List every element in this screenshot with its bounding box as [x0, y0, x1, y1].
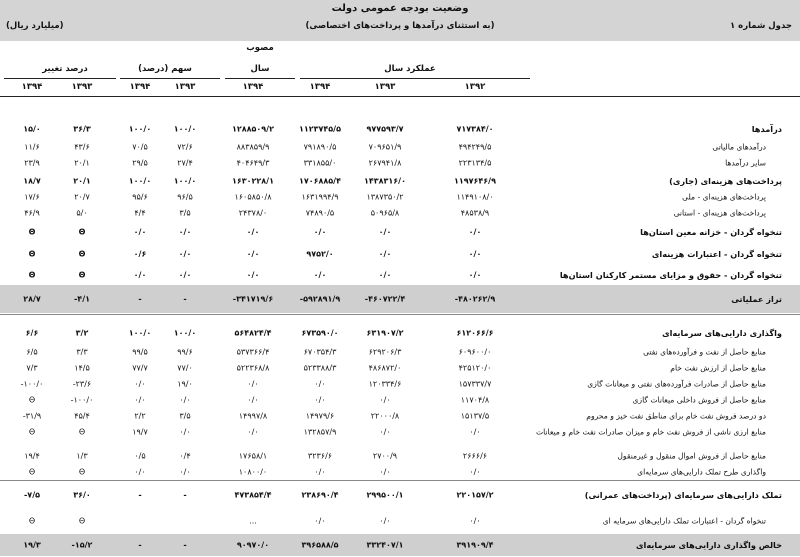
year-header: ۱۳۹۳ — [174, 82, 196, 92]
table-cell: ۱۶۳۱۹۹۴/۹ — [301, 192, 339, 202]
table-cell: ۷۴۸۹۰/۵ — [305, 208, 335, 218]
table-cell: ۳/۲ — [75, 328, 89, 338]
table-cell: ۳۶/۰ — [73, 490, 91, 500]
table-row — [0, 171, 800, 191]
table-cell: - — [138, 540, 142, 550]
table-cell: ۶۰۹۶۰۰/۰ — [458, 347, 492, 357]
header-share: سهم (درصد) — [138, 64, 192, 74]
row-label: درآمدهای مالیاتی — [712, 142, 766, 152]
table-cell: ۱۱۷۰۴/۸ — [460, 395, 490, 405]
table-cell: ۷۱۷۳۸۴/۰ — [456, 124, 494, 134]
table-row — [0, 424, 800, 440]
table-cell: - — [138, 490, 142, 500]
table-row — [0, 344, 800, 360]
row-label: تملک دارایی‌های سرمایه‌ای (پرداخت‌های عمرانی) — [584, 490, 782, 500]
table-cell: ۳۶/۳ — [73, 124, 91, 134]
row-label: پرداخت‌های هزینه‌ای (جاری) — [669, 176, 782, 186]
table-cell: ۱۹/۳ — [23, 540, 41, 550]
table-cell: ۰/۰ — [179, 467, 191, 477]
table-cell: ۰/۰ — [378, 227, 392, 237]
table-cell: ۲۲۳۱۳۴/۵ — [458, 158, 492, 168]
table-row — [0, 222, 800, 242]
row-label: منابع حاصل از فروش اموال منقول و غیرمنقول — [617, 451, 766, 461]
row-label: پرداخت‌های هزینه‌ای - استانی — [673, 208, 766, 218]
year-header: ۱۳۹۳ — [374, 82, 396, 92]
table-cell: ۴۵/۴ — [74, 411, 90, 421]
table-cell: Θ — [28, 467, 36, 477]
table-cell: ۰/۰ — [179, 395, 191, 405]
table-cell: ۲۶۶۶/۶ — [462, 451, 488, 461]
table-cell: ۰/۰ — [179, 427, 191, 437]
table-row — [0, 323, 800, 343]
table-cell: ۰/۰ — [247, 379, 259, 389]
table-cell: ۱۱۲۳۷۴۵/۵ — [299, 124, 341, 134]
table-cell: ۱۰۰/۰ — [128, 124, 152, 134]
table-cell: ۱۴۳۸۳۱۶/۰ — [364, 176, 406, 186]
table-cell: ۱۰۰/۰ — [173, 124, 197, 134]
table-cell: Θ — [28, 427, 36, 437]
table-cell: ۰/۰ — [247, 427, 259, 437]
table-cell: ۱۲۸۸۵۰۹/۲ — [232, 124, 274, 134]
table-row — [0, 139, 800, 155]
table-cell: ۱۰۰/۰ — [128, 328, 152, 338]
table-cell: ۰/۰ — [469, 427, 481, 437]
table-cell: ۱۰۰/۰ — [173, 328, 197, 338]
table-cell: ۱۰۰/۰ — [173, 176, 197, 186]
table-cell: ۲۶۷۹۴۱/۸ — [368, 158, 402, 168]
table-cell: ۰/۶ — [133, 249, 147, 259]
table-cell: ۴/۴ — [134, 208, 146, 218]
table-cell: ۴۸۶۸۷۲/۰ — [368, 363, 402, 373]
table-row — [0, 244, 800, 264]
table-cell: ۷۷/۷ — [132, 363, 148, 373]
table-cell: ۳۳۱۸۵۵/۰ — [303, 158, 337, 168]
title-band — [0, 0, 800, 41]
table-cell: ۱۹/۴ — [24, 451, 40, 461]
table-cell: -۳۴۱۷۱۹/۶ — [232, 294, 274, 304]
header-performance-rule — [300, 78, 530, 79]
table-cell: Θ — [28, 249, 36, 259]
table-row — [0, 189, 800, 205]
table-row — [0, 484, 800, 506]
table-cell: ۶۳۱۹۰۷/۲ — [366, 328, 404, 338]
table-cell: ۰/۰ — [134, 379, 146, 389]
table-cell: ۱۷/۶ — [24, 192, 40, 202]
table-number: جدول شماره ۱ — [730, 21, 792, 31]
table-cell: ۴۳/۶ — [74, 142, 90, 152]
section-divider — [0, 314, 800, 315]
table-cell: ۲۳/۹ — [24, 158, 40, 168]
table-cell: ۲۲۰۱۵۷/۲ — [456, 490, 494, 500]
table-cell: ۰/۰ — [469, 467, 481, 477]
table-row — [0, 512, 800, 530]
table-cell: ۹۷۷۵۹۳/۷ — [366, 124, 404, 134]
table-cell: - — [183, 540, 187, 550]
table-row — [0, 448, 800, 464]
table-cell: ۰/۰ — [314, 379, 326, 389]
table-row — [0, 285, 800, 313]
table-cell: ۳/۵ — [179, 411, 191, 421]
table-cell: -۳۱/۹ — [22, 411, 42, 421]
table-cell: ۲۳۸۶۹۰/۴ — [301, 490, 339, 500]
table-cell: ۱۵۱۳۷/۵ — [460, 411, 490, 421]
table-cell: - — [138, 294, 142, 304]
year-header: ۱۳۹۳ — [71, 82, 93, 92]
table-cell: ۱۳۸۷۳۵۰/۲ — [366, 192, 404, 202]
row-label: درآمدها — [751, 124, 782, 134]
row-label: تنخواه گردان - اعتبارات تملک دارایی‌های سرمایه ای — [602, 516, 766, 526]
table-cell: ۵۳۷۳۶۶/۴ — [236, 347, 270, 357]
table-cell: ۰/۰ — [468, 227, 482, 237]
table-cell: ۰/۰ — [247, 395, 259, 405]
row-label: سایر درآمدها — [725, 158, 766, 168]
table-cell: ۱۴۹۹۷/۸ — [238, 411, 268, 421]
table-cell: ۰/۰ — [178, 227, 192, 237]
table-cell: ۷۰/۵ — [132, 142, 148, 152]
table-cell: ۰/۰ — [133, 227, 147, 237]
table-cell: ۷۹۱۸۹۰/۵ — [303, 142, 337, 152]
row-label: منابع حاصل از ارزش نفت خام — [670, 363, 766, 373]
table-cell: ۷۷/۰ — [177, 363, 193, 373]
table-cell: ۲۰/۱ — [74, 158, 90, 168]
table-cell: ۰/۰ — [379, 516, 391, 526]
row-label: پرداخت‌های هزینه‌ای - ملی — [682, 192, 766, 202]
header-approved-rule — [225, 78, 295, 79]
header-share-rule — [120, 78, 220, 79]
table-cell: ۱۹/۷ — [132, 427, 148, 437]
table-row — [0, 376, 800, 392]
row-label: تنخواه گردان - اعتبارات هزینه‌ای — [651, 249, 782, 259]
row-label: تنخواه گردان - حقوق و مزایای مستمر کارکنان استان‌ها — [559, 270, 782, 280]
table-cell: ۵/۰ — [76, 208, 88, 218]
table-cell: ۱۰۸۰۰/۰ — [238, 467, 268, 477]
table-cell: ۹۰۹۷۰/۰ — [236, 540, 270, 550]
table-cell: ۴۰۴۶۴۹/۳ — [236, 158, 270, 168]
table-cell: ۲۷۰۰/۹ — [372, 451, 398, 461]
row-label: منابع ارزی ناشی از فروش نفت خام و میزان صادرات نفت خام و میعانات — [535, 427, 766, 437]
table-cell: ۰/۰ — [313, 227, 327, 237]
unit-label: (میلیارد ریال) — [6, 21, 64, 31]
header-performance: عملکرد سال — [384, 64, 436, 74]
table-cell: ۹۹/۵ — [132, 347, 148, 357]
section-divider — [0, 480, 800, 481]
table-row — [0, 360, 800, 376]
table-cell: ۶/۵ — [26, 347, 38, 357]
table-cell: ۱۳۲۸۵۷/۹ — [303, 427, 337, 437]
table-cell: ۷/۳ — [26, 363, 38, 373]
table-cell: - — [183, 490, 187, 500]
table-row — [0, 205, 800, 221]
table-cell: ۱۶۳۰۲۲۸/۱ — [232, 176, 274, 186]
table-cell: ۳/۵ — [179, 208, 191, 218]
page-title: وضعیت بودجه عمومی دولت — [331, 3, 469, 14]
table-cell: ۴۹۴۲۴۹/۵ — [458, 142, 492, 152]
table-row — [0, 120, 800, 138]
table-cell: ۶۷۳۵۹۰/۰ — [301, 328, 339, 338]
table-cell: ۱۲۰۳۳۴/۶ — [368, 379, 402, 389]
table-cell: ۰/۰ — [246, 270, 260, 280]
table-cell: ۷۰۹۶۵۱/۹ — [368, 142, 402, 152]
table-cell: ۰/۰ — [314, 467, 326, 477]
table-cell: ۴۶/۹ — [24, 208, 40, 218]
table-cell: Θ — [28, 516, 36, 526]
row-label: واگذاری طرح تملک دارایی‌های سرمایه‌ای — [637, 467, 766, 477]
table-cell: -۴۸۰۲۶۲/۹ — [454, 294, 496, 304]
table-row — [0, 392, 800, 408]
table-cell: ۱۴/۵ — [74, 363, 90, 373]
row-label: تراز عملیاتی — [731, 294, 782, 304]
table-cell: ۲۸/۷ — [23, 294, 41, 304]
table-cell: ۰/۰ — [469, 516, 481, 526]
year-header: ۱۳۹۴ — [21, 82, 43, 92]
table-row — [0, 534, 800, 556]
table-cell: - — [183, 294, 187, 304]
table-cell: ۶۱۲۰۶۶/۶ — [456, 328, 494, 338]
table-cell: ۱۷۶۵۸/۱ — [238, 451, 268, 461]
year-header: ۱۳۹۴ — [309, 82, 331, 92]
header-change: درصد تغییر — [42, 64, 88, 74]
table-cell: ۲۰/۱ — [73, 176, 91, 186]
table-cell: ۳۹۱۹۰۹/۴ — [456, 540, 494, 550]
table-cell: Θ — [78, 467, 86, 477]
table-row — [0, 155, 800, 171]
table-cell: ۶/۶ — [25, 328, 39, 338]
row-label: منابع حاصل از صادرات فرآورده‌های نفتی و میعانات گازی — [587, 379, 766, 389]
table-row — [0, 464, 800, 480]
table-cell: ۰/۰ — [379, 427, 391, 437]
table-cell: ۰/۰ — [246, 249, 260, 259]
row-label: منابع حاصل از فروش داخلی میعانات گازی — [632, 395, 766, 405]
table-cell: -۴/۱ — [73, 294, 90, 304]
table-cell: ۱۱/۶ — [24, 142, 40, 152]
year-header: ۱۳۹۴ — [129, 82, 151, 92]
table-cell: -۴۶۰۷۲۲/۴ — [364, 294, 406, 304]
row-label: تنخواه گردان - خزانه معین استان‌ها — [640, 227, 782, 237]
table-cell: ۱۰۰/۰ — [128, 176, 152, 186]
row-label: واگذاری دارایی‌های سرمایه‌ای — [662, 328, 782, 338]
table-cell: ۳/۳ — [76, 347, 88, 357]
table-cell: ۰/۰ — [314, 516, 326, 526]
table-row — [0, 265, 800, 285]
table-cell: ۹۹/۶ — [177, 347, 193, 357]
table-cell: ۰/۵ — [134, 451, 146, 461]
table-cell: ۱۶۰۵۸۵۰/۸ — [234, 192, 272, 202]
table-cell: ۰/۰ — [379, 467, 391, 477]
table-cell: ۱۹/۰ — [177, 379, 193, 389]
table-cell: -۲۳/۶ — [72, 379, 92, 389]
table-cell: Θ — [78, 227, 86, 237]
table-cell: ۶۷۰۳۵۴/۳ — [303, 347, 337, 357]
table-cell: ۰/۴ — [179, 451, 191, 461]
table-cell: ۳۳۲۴۰۷/۱ — [366, 540, 404, 550]
table-cell: ۰/۰ — [134, 467, 146, 477]
table-cell: ۰/۰ — [178, 249, 192, 259]
table-cell: ۰/۰ — [178, 270, 192, 280]
table-cell: ۱۷۰۶۸۸۵/۴ — [299, 176, 341, 186]
table-cell: ۳۲۳۶/۶ — [307, 451, 333, 461]
table-cell: ۰/۰ — [246, 227, 260, 237]
table-cell: ۱۱۴۹۱۰۸/۰ — [456, 192, 494, 202]
table-cell: Θ — [28, 395, 36, 405]
table-cell: ۲۷/۴ — [177, 158, 193, 168]
table-cell: ۷۲/۶ — [177, 142, 193, 152]
table-cell: ۲۹/۵ — [132, 158, 148, 168]
table-cell: ۲۹۹۵۰۰/۱ — [366, 490, 404, 500]
table-cell: -۷/۵ — [23, 490, 40, 500]
table-row — [0, 408, 800, 424]
row-label: دو درصد فروش نفت خام برای مناطق نفت خیز و محروم — [586, 411, 766, 421]
table-cell: ۰/۰ — [379, 395, 391, 405]
table-cell: ۲/۲ — [134, 411, 146, 421]
table-cell: ۹۶/۵ — [177, 192, 193, 202]
table-cell: ۵۲۲۳۶۸/۸ — [236, 363, 270, 373]
table-cell: Θ — [78, 270, 86, 280]
page-subtitle: (به استثنای درآمدها و پرداخت‌های اختصاصی) — [305, 21, 495, 31]
table-cell: ۱۸/۷ — [23, 176, 41, 186]
table-cell: ۱۱۹۷۶۴۶/۹ — [454, 176, 496, 186]
header-change-rule — [4, 78, 116, 79]
table-cell: ۴۷۳۸۵۴/۴ — [234, 490, 272, 500]
table-cell: ۴۸۵۳۸/۹ — [460, 208, 490, 218]
table-cell: ۱/۳ — [76, 451, 88, 461]
table-cell: Θ — [28, 227, 36, 237]
table-cell: ۲۴۳۷۸/۰ — [238, 208, 268, 218]
table-cell: ۲۰/۷ — [74, 192, 90, 202]
table-cell: ۲۲۰۰۰/۸ — [370, 411, 400, 421]
year-header: ۱۳۹۲ — [464, 82, 486, 92]
table-cell: ۰/۰ — [378, 249, 392, 259]
row-label: خالص واگذاری دارایی‌های سرمایه‌ای — [636, 540, 782, 550]
table-cell: Θ — [78, 249, 86, 259]
header-approved: سال — [250, 64, 270, 74]
table-cell: ۱۵۷۳۳۷/۷ — [458, 379, 492, 389]
table-cell: ۰/۰ — [468, 270, 482, 280]
header-bottom-rule — [0, 96, 800, 97]
table-cell: ۰/۰ — [314, 395, 326, 405]
header-approved-top: مصوب — [246, 43, 274, 53]
row-label: منابع حاصل از نفت و فرآورده‌های نفتی — [643, 347, 766, 357]
table-cell: -۱۰۰/۰ — [70, 395, 94, 405]
table-cell: ... — [249, 516, 257, 526]
table-cell: ۰/۰ — [133, 270, 147, 280]
year-header: ۱۳۹۴ — [242, 82, 264, 92]
table-cell: ۶۲۹۲۰۶/۳ — [368, 347, 402, 357]
table-cell: -۱۰۰/۰ — [20, 379, 44, 389]
table-cell: ۰/۰ — [134, 395, 146, 405]
table-cell: Θ — [78, 427, 86, 437]
table-cell: ۰/۰ — [468, 249, 482, 259]
table-cell: Θ — [28, 270, 36, 280]
table-cell: ۵۲۳۳۸۸/۳ — [303, 363, 337, 373]
table-cell: ۱۴۹۷۹/۶ — [305, 411, 335, 421]
table-cell: ۰/۰ — [378, 270, 392, 280]
table-cell: ۰/۰ — [313, 270, 327, 280]
table-cell: Θ — [78, 516, 86, 526]
table-cell: -۱۵/۲ — [71, 540, 93, 550]
table-cell: ۹۵/۶ — [132, 192, 148, 202]
table-cell: ۹۷۵۲/۰ — [306, 249, 334, 259]
table-cell: ۵۰۹۶۵/۸ — [370, 208, 400, 218]
table-cell: ۴۲۵۱۲۰/۰ — [458, 363, 492, 373]
table-cell: -۵۹۲۸۹۱/۹ — [299, 294, 341, 304]
table-cell: ۸۸۳۸۵۹/۹ — [236, 142, 270, 152]
table-cell: ۱۵/۰ — [23, 124, 41, 134]
table-cell: ۵۶۴۸۲۴/۴ — [234, 328, 272, 338]
table-cell: ۳۹۶۵۸۸/۵ — [301, 540, 339, 550]
